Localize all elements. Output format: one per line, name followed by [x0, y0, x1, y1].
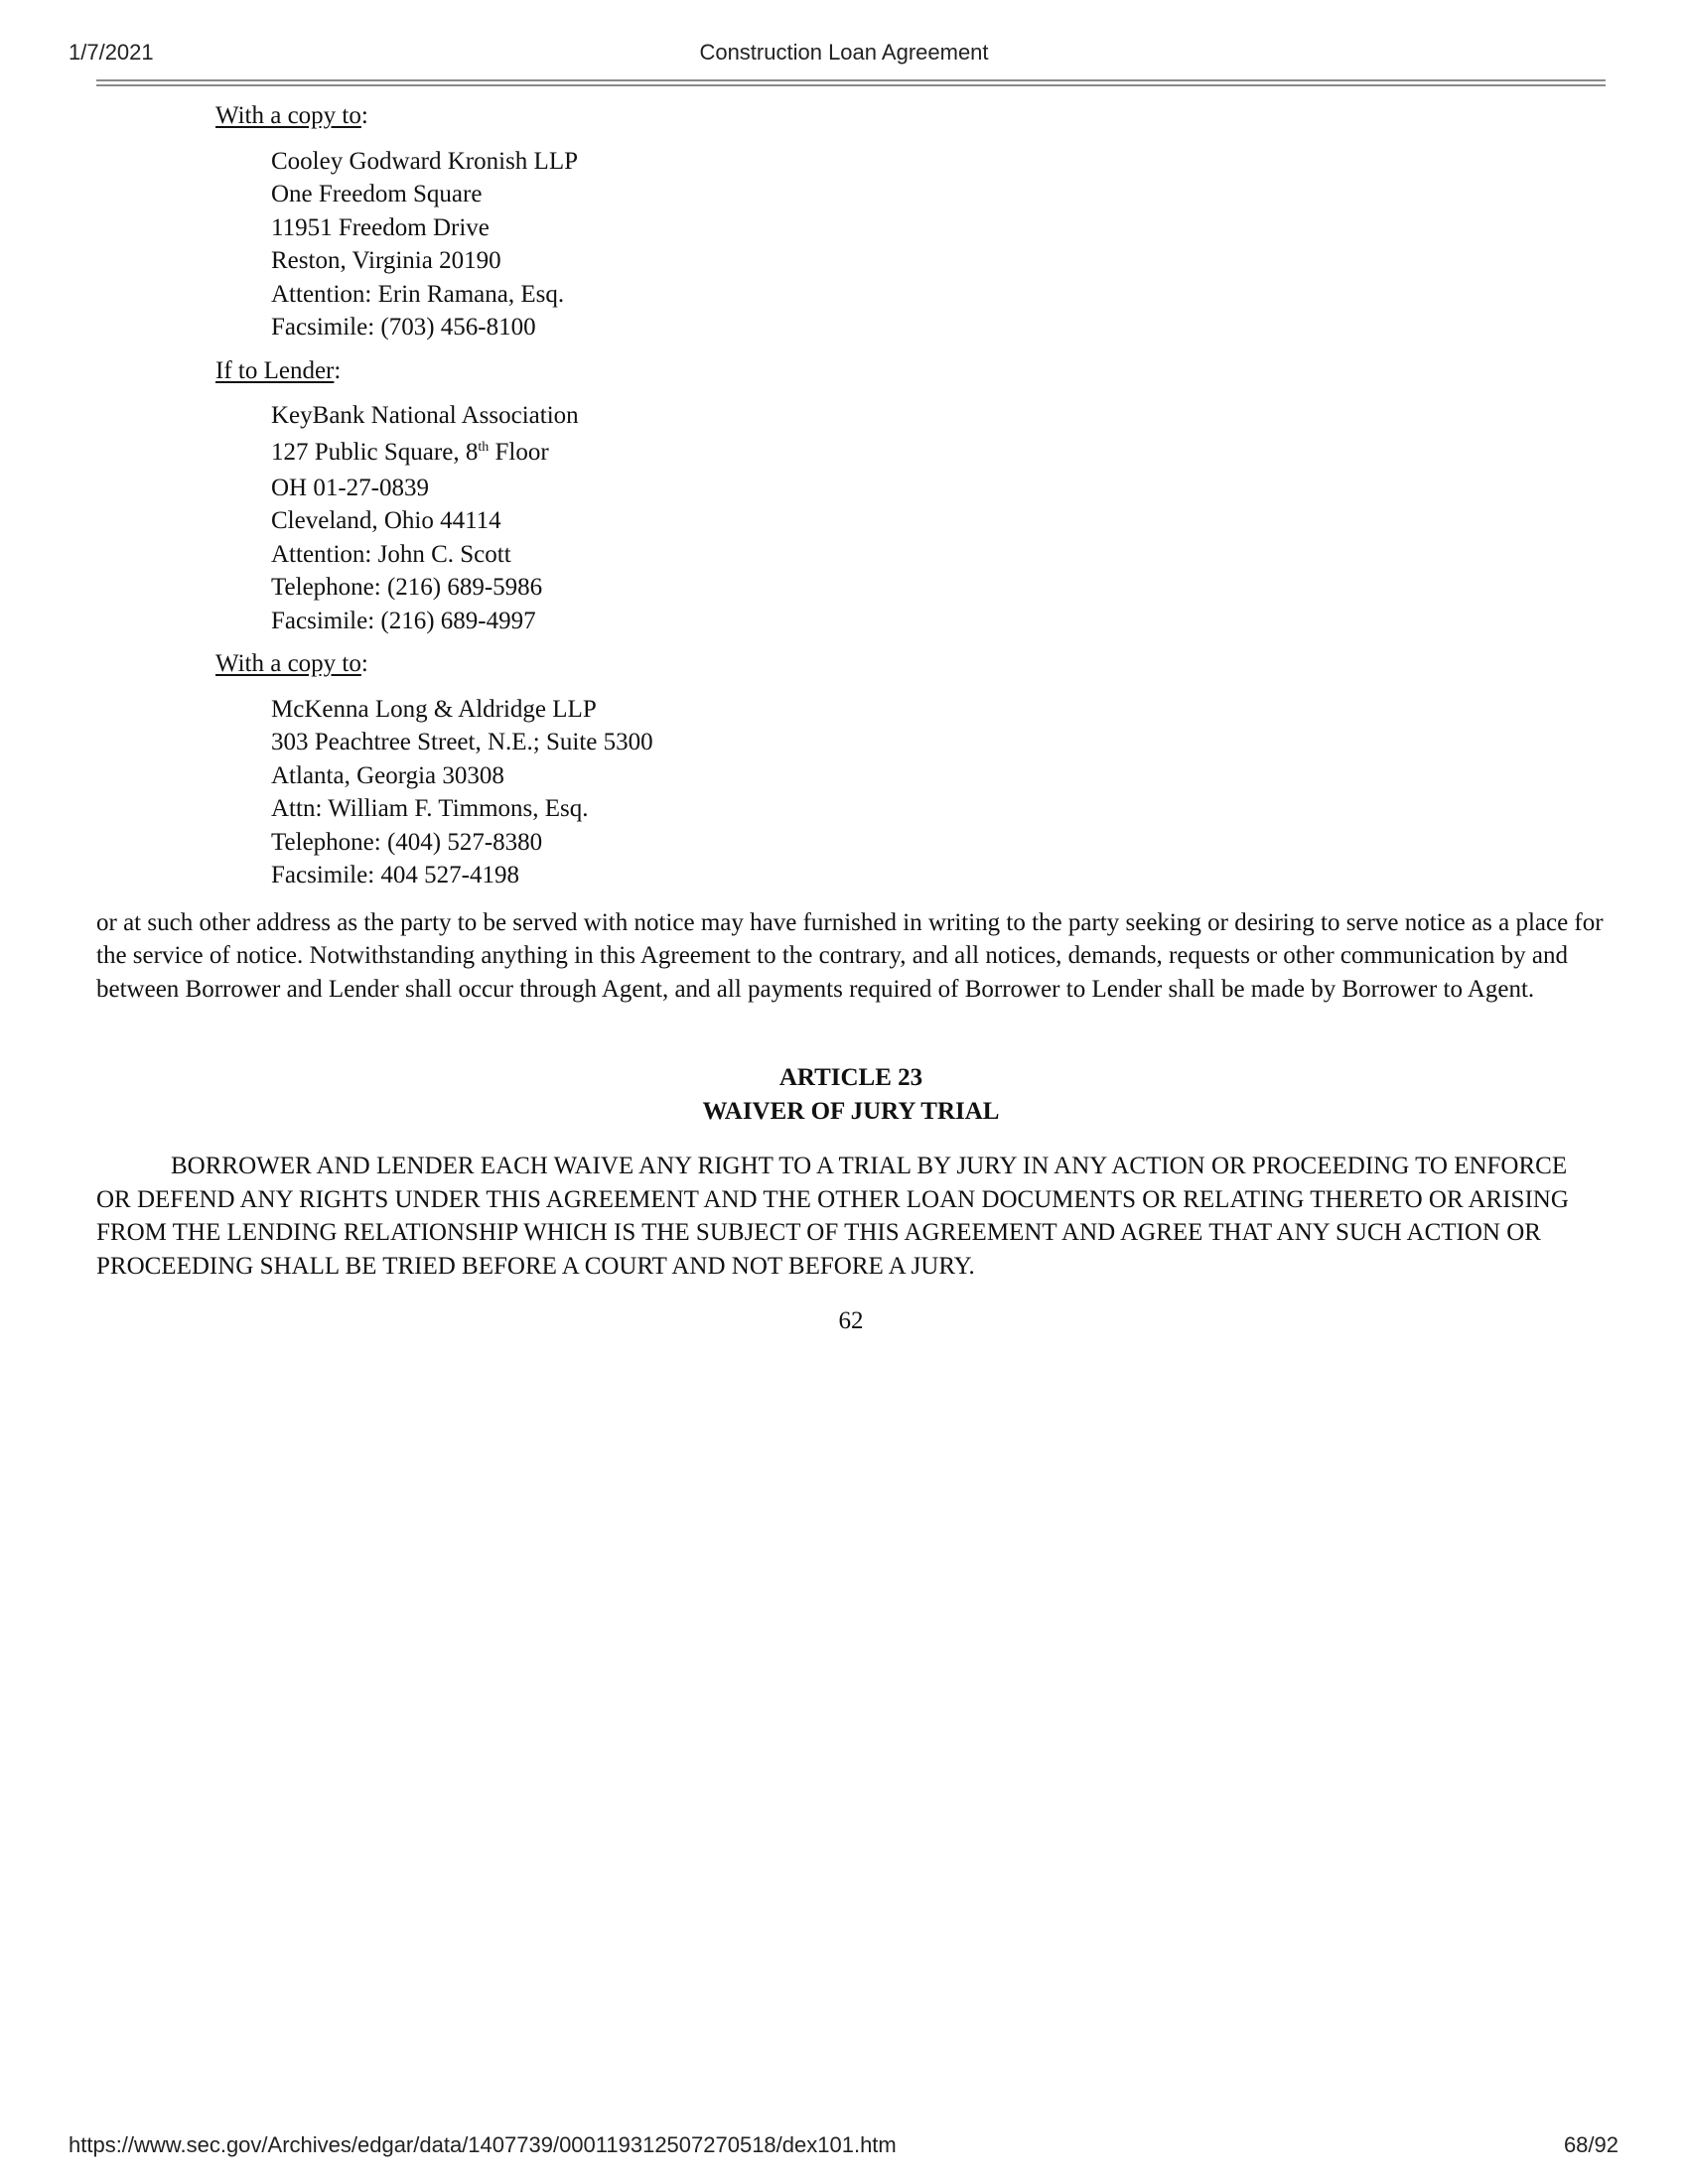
address-line: Facsimile: (216) 689-4997: [271, 607, 536, 634]
article-number: ARTICLE 23: [778, 1064, 923, 1091]
copy-to-label-1-suffix: :: [360, 102, 368, 129]
footer-page-count: 68/92: [1563, 2132, 1618, 2157]
header-title: Construction Loan Agreement: [699, 40, 989, 65]
address-floor-post: Floor: [489, 438, 549, 466]
address-line: 303 Peachtree Street, N.E.; Suite 5300: [271, 729, 653, 755]
lender-label: [215, 354, 1606, 388]
copy-to-label-2-suffix: :: [360, 650, 368, 677]
document-body: [96, 99, 1606, 1338]
copy-to-address-1: [271, 145, 1606, 344]
copy-to-address-2: [271, 693, 1606, 892]
header-date: 1/7/2021: [69, 40, 154, 65]
lender-label-text: If to Lender: [215, 356, 335, 384]
header-divider: [96, 79, 1606, 86]
footer-url: https://www.sec.gov/Archives/edgar/data/1407739/000119312507270518/dex101.htm: [69, 2132, 897, 2157]
copy-to-label-1-text: With a copy to: [215, 102, 361, 129]
copy-to-label-2: [215, 647, 1606, 681]
lender-label-suffix: :: [334, 356, 342, 384]
address-line: OH 01-27-0839: [271, 474, 430, 501]
address-line: Telephone: (404) 527-8380: [271, 828, 543, 856]
copy-to-label-2-text: With a copy to: [215, 650, 361, 677]
address-line: Attention: John C. Scott: [271, 540, 511, 568]
address-line: Attn: William F. Timmons, Esq.: [271, 795, 589, 822]
address-line: McKenna Long & Aldridge LLP: [271, 695, 597, 723]
address-line: Atlanta, Georgia 30308: [271, 761, 504, 789]
address-line: Facsimile: (703) 456-8100: [271, 314, 536, 341]
article-heading: [96, 1061, 1606, 1128]
address-line: 11951 Freedom Drive: [271, 213, 490, 241]
page-number: 62: [838, 1307, 864, 1334]
address-line: Cooley Godward Kronish LLP: [271, 147, 578, 175]
address-line: One Freedom Square: [271, 181, 483, 207]
address-line: Reston, Virginia 20190: [271, 247, 501, 274]
lender-address: [271, 399, 1606, 637]
address-line-floor: [271, 433, 1606, 472]
address-line: Cleveland, Ohio 44114: [271, 507, 501, 534]
address-line: Attention: Erin Ramana, Esq.: [271, 280, 565, 308]
address-floor-sup: th: [478, 439, 490, 455]
address-line: Facsimile: 404 527-4198: [271, 862, 519, 888]
notice-paragraph: or at such other address as the party to be served with notice may have furnished in writing to the party seeking or desiring to serve notice as a place for the service of notice. Notwithstanding anything in this Agreement to the contrary, and all notices, demands, requests or other communication by and between Borrower and Lender shall occur through Agent, and all payments required of Borrower to Lender shall be made by Borrower to Agent.: [96, 908, 1604, 1003]
address-floor-pre: 127 Public Square, 8: [271, 438, 479, 466]
address-line: KeyBank National Association: [271, 402, 579, 429]
copy-to-label-1: [215, 99, 1606, 133]
article-title: WAIVER OF JURY TRIAL: [702, 1097, 1000, 1125]
jury-waiver-paragraph: BORROWER AND LENDER EACH WAIVE ANY RIGHT TO A TRIAL BY JURY IN ANY ACTION OR PROCEEDING TO ENFORCE OR DEFEND ANY RIGHTS UNDER THIS AGREEMENT AND THE OTHER LOAN DOCUMENTS OR RELATING THERETO OR ARISING FROM THE LENDING RELATIONSHIP WHICH IS THE SUBJECT OF THIS AGREEMENT AND AGREE THAT ANY SUCH ACTION OR PROCEEDING SHALL BE TRIED BEFORE A COURT AND NOT BEFORE A JURY.: [96, 1153, 1569, 1280]
address-line: Telephone: (216) 689-5986: [271, 574, 543, 601]
